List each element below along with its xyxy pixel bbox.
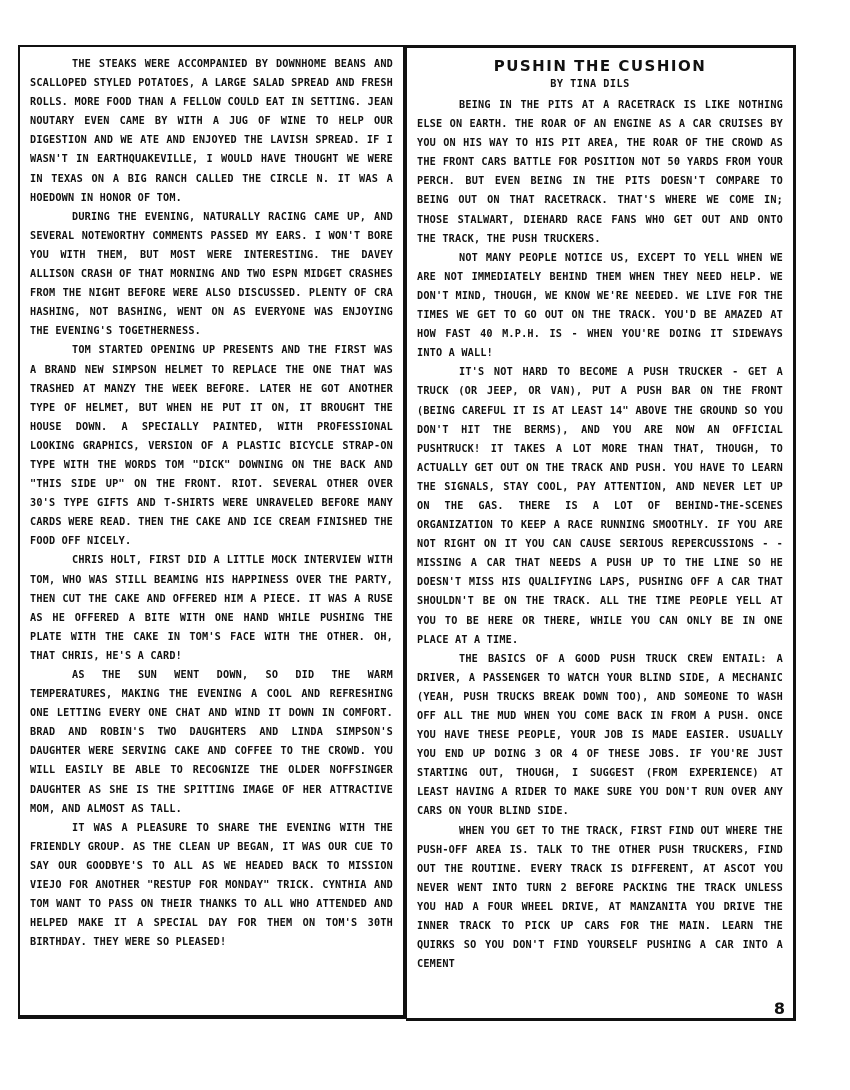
left-paragraph-2: DURING THE EVENING, NATURALLY RACING CAME UP, AND SEVERAL NOTEWORTHY COMMENTS PASSED MY EARS. I WON'T BORE YOU WITH THEM, BUT MOST WERE INTERESTING. THE DAVEY ALLISON CRASH OF THAT MORNING AND TWO ESPN MIDGET CRASHES FROM THE NIGHT BEFORE WERE ALSO DISCUSSED. PLENTY OF CRA HASHING, NOT BASHING, WENT ON AS EVERYONE WAS ENJOYING THE EVENING'S TOGETHERNESS. (30, 211, 393, 338)
right-paragraph-3: IT'S NOT HARD TO BECOME A PUSH TRUCKER - GET A TRUCK (OR JEEP, OR VAN), PUT A PUSH BAR ON THE FRONT (BEING CAREFUL IT IS AT LEAST 14" ABOVE THE GROUND SO YOU DON'T HIT THE BERMS), AND YOU ARE NOW AN OFFICIAL PUSHTRUCK! IT TAKES A LOT MORE THAN THAT, THOUGH, TO ACTUALLY GET OUT ON THE TRACK AND PUSH. YOU HAVE TO LEARN THE SIGNALS, STAY COOL, PAY ATTENTION, AND NEVER LET UP ON THE GAS. THERE IS A LOT OF BEHIND-THE-SCENES ORGANIZATION TO KEEP A RACE RUNNING SMOOTHLY. IF YOU ARE NOT RIGHT ON IT YOU CAN CAUSE SERIOUS REPERCUSSIONS - - MISSING A CAR THAT NEEDS A PUSH UP TO THE LINE SO HE DOESN'T MISS HIS QUALIFYING LAPS, PUSHING OFF A CAR THAT SHOULDN'T BE ON THE TRACK. ALL THE TIME PEOPLE YELL AT YOU TO BE HERE OR THERE, WHILE YOU CAN ONLY BE IN ONE PLACE AT A TIME. (417, 367, 783, 646)
left-article-column (18, 45, 406, 1017)
left-paragraph-1: THE STEAKS WERE ACCOMPANIED BY DOWNHOME BEANS AND SCALLOPED STYLED POTATOES, A LARGE SALAD SPREAD AND FRESH ROLLS. MORE FOOD THAN A FELLOW COULD EAT IN SETTING. JEAN NOUTARY EVEN CAME BY WITH A JUG OF WINE TO HELP OUR DIGESTION AND WE ATE AND ENJOYED THE LAVISH SPREAD. IF I WASN'T IN EARTHQUAKEVILLE, I WOULD HAVE THOUGHT WE WERE IN TEXAS ON A BIG RANCH CALLED THE CIRCLE N. IT WAS A HOEDOWN IN HONOR OF TOM. (30, 59, 393, 204)
left-paragraph-6: IT WAS A PLEASURE TO SHARE THE EVENING WITH THE FRIENDLY GROUP. AS THE CLEAN UP BEGAN, IT WAS OUR CUE TO SAY OUR GOODBYE'S TO ALL AS WE HEADED BACK TO MISSION VIEJO FOR ANOTHER "RESTUP FOR MONDAY" TRICK. CYNTHIA AND TOM WANT TO PASS ON THEIR THANKS TO ALL WHO ATTENDED AND HELPED MAKE IT A SPECIAL DAY FOR THEM ON TOM'S 30TH BIRTHDAY. THEY WERE SO PLEASED! (30, 822, 393, 949)
right-article-column (406, 45, 796, 1021)
right-paragraph-4: THE BASICS OF A GOOD PUSH TRUCK CREW ENTAIL: A DRIVER, A PASSENGER TO WATCH YOUR BLIND SIDE, A MECHANIC (YEAH, PUSH TRUCKS BREAK DOWN TOO), AND SOMEONE TO WASH OFF ALL THE MUD WHEN YOU COME BACK IN FROM A PUSH. ONCE YOU HAVE THESE PEOPLE, YOUR JOB IS MADE EASIER. USUALLY YOU END UP DOING 3 OR 4 OF THESE JOBS. IF YOU'RE JUST STARTING OUT, THOUGH, I SUGGEST (FROM EXPERIENCE) AT LEAST HAVING A RIDER TO MAKE SURE YOU DON'T RUN OVER ANY CARS ON YOUR BLIND SIDE. (417, 653, 783, 818)
left-paragraph-5: AS THE SUN WENT DOWN, SO DID THE WARM TEMPERATURES, MAKING THE EVENING A COOL AND REFRESHING ONE LETTING EVERY ONE CHAT AND WIND IT DOWN IN COMFORT. BRAD AND ROBIN'S TWO DAUGHTERS AND LINDA SIMPSON'S DAUGHTER WERE SERVING CAKE AND COFFEE TO THE CROWD. YOU WILL EASILY BE ABLE TO RECOGNIZE THE OLDER NOFFSINGER DAUGHTER AS SHE IS THE SPITTING IMAGE OF HER ATTRACTIVE MOM, AND ALMOST AS TALL. (30, 670, 393, 815)
left-paragraph-4: CHRIS HOLT, FIRST DID A LITTLE MOCK INTERVIEW WITH TOM, WHO WAS STILL BEAMING HIS HAPPINESS OVER THE PARTY, THEN CUT THE CAKE AND OFFERED HIM A PIECE. IT WAS A RUSE AS HE OFFERED A BITE WITH ONE HAND WHILE PUSHING THE PLATE WITH THE CAKE IN TOM'S FACE WITH THE OTHER. OH, THAT CHRIS, HE'S A CARD! (30, 555, 393, 662)
article-title: PUSHIN THE CUSHION (493, 57, 707, 75)
page-number: 8 (773, 999, 785, 1018)
bottom-rule (18, 1016, 406, 1019)
right-paragraph-1: BEING IN THE PITS AT A RACETRACK IS LIKE NOTHING ELSE ON EARTH. THE ROAR OF AN ENGINE AS A CAR CRUISES BY YOU ON HIS WAY TO HIS PIT AREA, THE ROAR OF THE CROWD AS THE FRONT CARS BATTLE FOR POSITION NOT 50 YARDS FROM YOUR PERCH. BUT EVEN BEING IN THE PITS DOESN'T COMPARE TO BEING OUT ON THAT RACETRACK. THAT'S WHERE WE COME IN; THOSE STALWART, DIEHARD RACE FANS WHO GET OUT AND ONTO THE TRACK, THE PUSH TRUCKERS. (417, 100, 783, 245)
article-byline: BY TINA DILS (550, 79, 630, 90)
right-paragraph-5: WHEN YOU GET TO THE TRACK, FIRST FIND OUT WHERE THE PUSH-OFF AREA IS. TALK TO THE OTHER PUSH TRUCKERS, FIND OUT THE ROUTINE. EVERY TRACK IS DIFFERENT, AT ASCOT YOU NEVER WENT INTO TURN 2 BEFORE PACKING THE TRACK UNLESS YOU HAD A FOUR WHEEL DRIVE, AT MANZANITA YOU DRIVE THE INNER TRACK TO PICK UP CARS FOR THE MAIN. LEARN THE QUIRKS SO YOU DON'T FIND YOURSELF PUSHING A CAR INTO A CEMENT (417, 825, 783, 971)
right-paragraph-2: NOT MANY PEOPLE NOTICE US, EXCEPT TO YELL WHEN WE ARE NOT IMMEDIATELY BEHIND THEM WHEN THEY NEED HELP. WE DON'T MIND, THOUGH, WE KNOW WE'RE NEEDED. WE LIVE FOR THE TIMES WE GET TO GO OUT ON THE TRACK. YOU'D BE AMAZED AT HOW FAST 40 M.P.H. IS - WHEN YOU'RE DOING IT SIDEWAYS INTO A WALL! (417, 252, 783, 360)
left-paragraph-3: TOM STARTED OPENING UP PRESENTS AND THE FIRST WAS A BRAND NEW SIMPSON HELMET TO REPLACE THE ONE THAT WAS TRASHED AT MANZY THE WEEK BEFORE. LATER HE GOT ANOTHER TYPE OF HELMET, BUT WHEN HE PUT IT ON, IT BROUGHT THE HOUSE DOWN. A SPECIALLY PAINTED, WITH PROFESSIONAL LOOKING GRAPHICS, VERSION OF A PLASTIC BICYCLE STRAP-ON TYPE WITH THE WORDS TOM "DICK" DOWNING ON THE BACK AND "THIS SIDE UP" ON THE FRONT. RIOT. SEVERAL OTHER OVER 30'S TYPE GIFTS AND T-SHIRTS WERE UNRAVELED BEFORE MANY CARDS WERE READ. THEN THE CAKE AND ICE CREAM FINISHED THE FOOD OFF NICELY. (30, 345, 393, 548)
